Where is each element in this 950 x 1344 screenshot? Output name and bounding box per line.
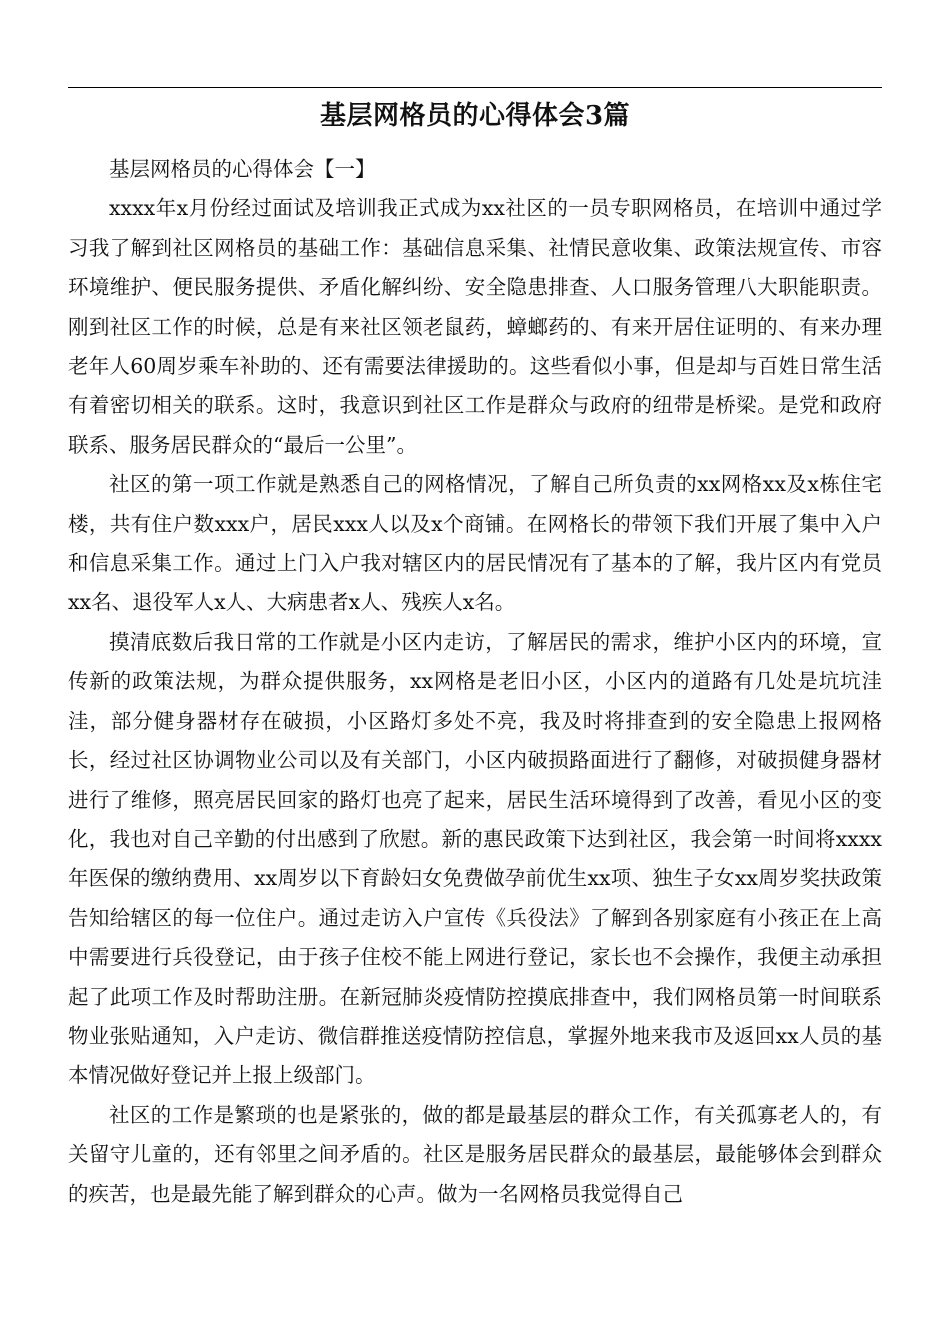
paragraph-3: 摸清底数后我日常的工作就是小区内走访，了解居民的需求，维护小区内的环境，宣传新的政策法规，为群众提供服务，xx网格是老旧小区，小区内的道路有几处是坑坑洼洼，部分健身器材存在破损，小区路灯多处不亮，我及时将排查到的安全隐患上报网格长，经过社区协调物业公司以及有关部门，小区内破损路面进行了翻修，对破损健身器材进行了维修，照亮居民回家的路灯也亮了起来，居民生活环境得到了改善，看见小区的变化，我也对自己辛勤的付出感到了欣慰。新的惠民政策下达到社区，我会第一时间将xxxx年医保的缴纳费用、xx周岁以下育龄妇女免费做孕前优生xx项、独生子女xx周岁奖扶政策告知给辖区的每一位住户。通过走访入户宣传《兵役法》了解到各别家庭有小孩正在上高中需要进行兵役登记，由于孩子住校不能上网进行登记，家长也不会操作，我便主动承担起了此项工作及时帮助注册。在新冠肺炎疫情防控摸底排查中，我们网格员第一时间联系物业张贴通知，入户走访、微信群推送疫情防控信息，掌握外地来我市及返回xx人员的基本情况做好登记并上报上级部门。 <box>68 629 882 1088</box>
header-rule <box>68 87 882 88</box>
document-body <box>68 150 882 1214</box>
paragraph-2: 社区的第一项工作就是熟悉自己的网格情况，了解自己所负责的xx网格xx及x栋住宅楼，共有住户数xxx户，居民xxx人以及x个商铺。在网格长的带领下我们开展了集中入户和信息采集工作。通过上门入户我对辖区内的居民情况有了基本的了解，我片区内有党员xx名、退役军人x人、大病患者x人、残疾人x名。 <box>68 472 882 615</box>
section-heading: 基层网格员的心得体会【一】 <box>109 157 376 181</box>
paragraph-4: 社区的工作是繁琐的也是紧张的，做的都是最基层的群众工作，有关孤寡老人的，有关留守儿童的，还有邻里之间矛盾的。社区是服务居民群众的最基层，最能够体会到群众的疾苦，也是最先能了解到群众的心声。做为一名网格员我觉得自己 <box>68 1102 882 1206</box>
paragraph-1: xxxx年x月份经过面试及培训我正式成为xx社区的一员专职网格员，在培训中通过学习我了解到社区网格员的基础工作：基础信息采集、社情民意收集、政策法规宣传、市容环境维护、便民服务提供、矛盾化解纠纷、安全隐患排查、人口服务管理八大职能职责。刚到社区工作的时候，总是有来社区领老鼠药，蟑螂药的、有来开居住证明的、有来办理老年人60周岁乘车补助的、还有需要法律援助的。这些看似小事，但是却与百姓日常生活有着密切相关的联系。这时，我意识到社区工作是群众与政府的纽带是桥梁。是党和政府联系、服务居民群众的“最后一公里”。 <box>68 196 882 457</box>
document-title: 基层网格员的心得体会3篇 <box>319 101 631 131</box>
